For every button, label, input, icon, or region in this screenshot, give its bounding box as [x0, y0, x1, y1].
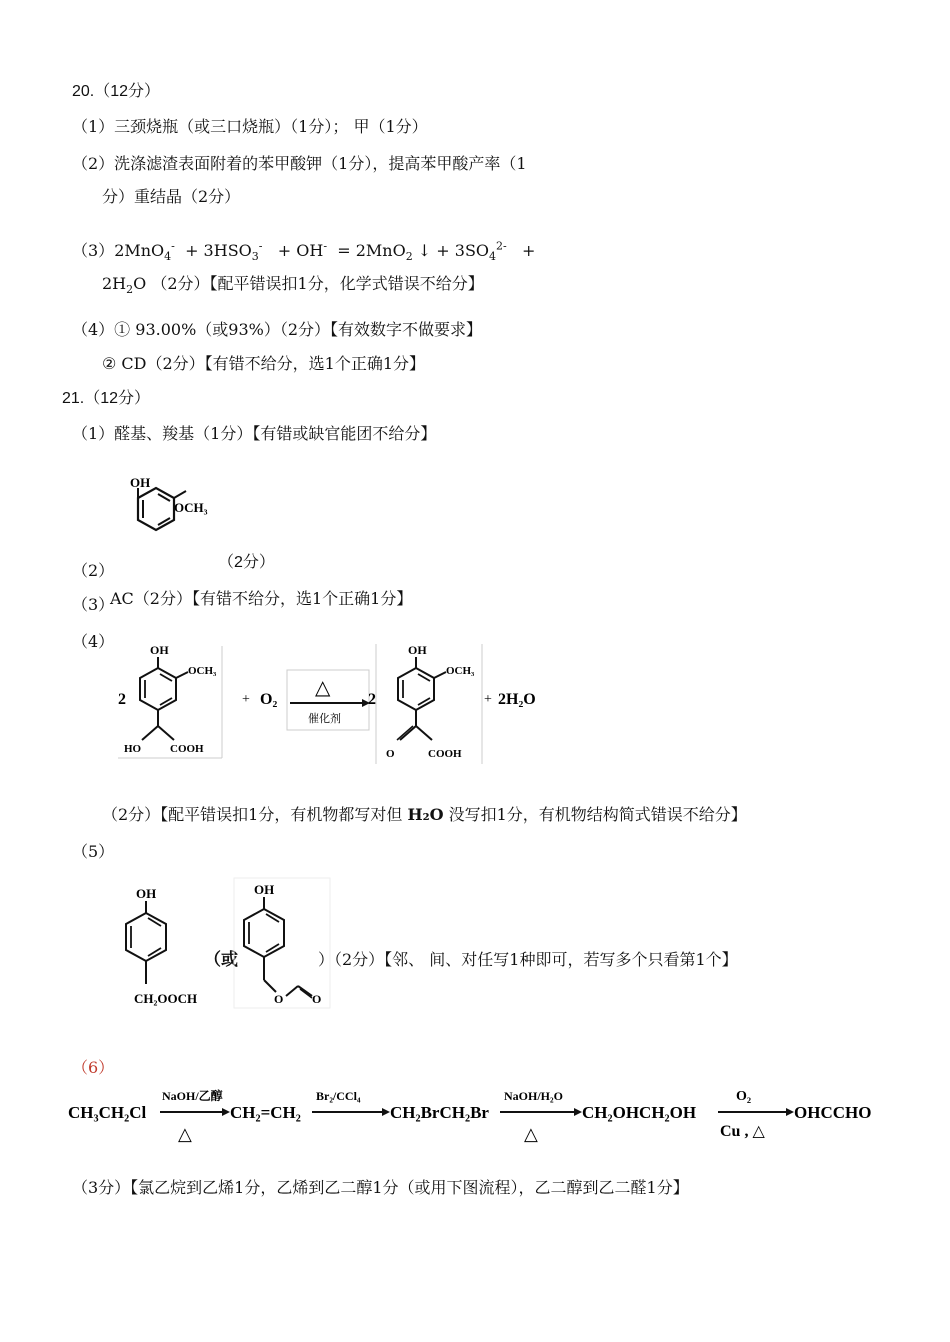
ho-label: HO — [124, 743, 142, 755]
route-reagent-4: O₂ — [736, 1089, 752, 1104]
q20-part4-line2: ② CD（2分）【有错不给分，选1个正确1分】 — [102, 354, 426, 373]
och3-label: OCH₃ — [188, 665, 217, 677]
q20-part1: （1）三颈烧瓶（或三口烧瓶）（1分）； 甲（1分） — [72, 117, 428, 136]
oh-label: OH — [136, 886, 157, 901]
scoring-note: （2分）【配平错误扣1分，化学式错误不给分】 — [151, 274, 484, 293]
route-reagent-3: NaOH/H₂O — [504, 1089, 563, 1103]
cooh-label: COOH — [428, 748, 462, 760]
o-label: O — [274, 992, 284, 1006]
eq-term: + 3HSO — [185, 241, 252, 260]
o2-label: O₂ — [260, 691, 278, 708]
plus-sign: + — [242, 692, 250, 707]
q21-heading: 21.（12分） — [62, 390, 151, 407]
q21-part5-or: （或 — [204, 950, 238, 970]
subscript: 4 — [164, 250, 172, 264]
oh-label: OH — [254, 882, 275, 897]
q20-part3-equation — [72, 239, 536, 264]
eq-term: = 2MnO — [337, 241, 406, 260]
route-compound-2: CH₂=CH₂ — [230, 1103, 301, 1122]
superscript: 2- — [496, 239, 507, 253]
oxidation-reaction — [110, 640, 570, 770]
och3-label: OCH₃ — [174, 500, 208, 515]
q21-part3-label: （3） — [72, 595, 115, 614]
note-text: （2分）【配平错误扣1分，有机物都写对但 — [102, 805, 403, 824]
synthesis-route — [66, 1080, 886, 1146]
eq-term: 2MnO — [114, 241, 165, 260]
coefficient: 2 — [118, 691, 126, 708]
superscript: - — [323, 239, 328, 253]
oh-label: OH — [130, 475, 151, 490]
isomer-structure-2 — [232, 876, 332, 1011]
q21-part4-note — [102, 805, 747, 825]
eq-term: + — [522, 241, 536, 260]
h2o-formula: H₂O — [407, 805, 444, 824]
q21-part6-label: （6） — [72, 1058, 115, 1077]
coefficient: 2 — [368, 691, 376, 708]
och3-label: OCH₃ — [446, 665, 475, 677]
part-label: （3） — [72, 241, 115, 260]
q21-part3-text: AC（2分）【有错不给分，选1个正确1分】 — [110, 589, 413, 608]
heat-symbol: △ — [315, 677, 331, 699]
q20-part2-line2: 分）重结晶（2分） — [102, 187, 241, 206]
q20-part4-line1: （4）① 93.00%（或93%）（2分）【有效数字不做要求】 — [72, 320, 483, 339]
route-compound-5: OHCCHO — [794, 1103, 872, 1122]
note-text: 没写扣1分，有机物结构简式错误不给分】 — [448, 805, 747, 824]
oh-label: OH — [408, 643, 427, 657]
route-compound-4: CH₂OHCH₂OH — [582, 1103, 697, 1122]
o-label: O — [386, 748, 395, 760]
subscript: 3 — [251, 250, 259, 264]
q20-heading: 20.（12分） — [72, 83, 161, 100]
route-condition-1: △ — [178, 1124, 192, 1144]
q21-part1: （1）醛基、羧基（1分）【有错或缺官能团不给分】 — [72, 424, 437, 443]
q21-part6-note: （3分）【氯乙烷到乙烯1分，乙烯到乙二醇1分（或用下图流程），乙二醇到乙二醛1分】 — [72, 1178, 689, 1197]
eq-term: 2H — [102, 274, 127, 293]
catalyst-label: 催化剂 — [308, 713, 341, 725]
subscript: 2 — [126, 283, 134, 297]
cooh-label: COOH — [170, 743, 204, 755]
q21-part2-score: （2分） — [218, 554, 275, 571]
q21-part2-label: （2） — [72, 561, 115, 580]
plus-sign: + — [484, 692, 492, 707]
isomer-structure-1 — [108, 880, 208, 1010]
route-condition-3: △ — [524, 1124, 538, 1144]
guaiacol-structure — [112, 470, 212, 550]
route-compound-3: CH₂BrCH₂Br — [390, 1103, 489, 1122]
eq-term: O — [133, 274, 147, 293]
q20-part3-line2 — [102, 274, 484, 297]
ch2oocH-label: CH₂OOCH — [134, 991, 198, 1006]
q20-part2-line1: （2）洗涤滤渣表面附着的苯甲酸钾（1分），提高苯甲酸产率（1 — [72, 154, 527, 173]
oh-label: OH — [150, 643, 169, 657]
o-label: O — [312, 992, 322, 1006]
route-reagent-2: Br₂/CCl₄ — [316, 1089, 361, 1103]
eq-term: ↓ + 3SO — [417, 241, 490, 260]
q21-part5-label: （5） — [72, 842, 115, 861]
q21-part4-label: （4） — [72, 632, 115, 651]
route-condition-4: Cu , △ — [720, 1123, 765, 1140]
route-compound-1: CH₃CH₂Cl — [68, 1103, 147, 1122]
subscript: 4 — [489, 250, 497, 264]
eq-term: + OH — [277, 241, 324, 260]
water-product: 2H₂O — [498, 691, 536, 708]
route-reagent-1: NaOH/乙醇 — [162, 1089, 223, 1103]
superscript: - — [171, 239, 175, 253]
subscript: 2 — [405, 250, 413, 264]
q21-part5-note: ）（2分）【邻、 间、对任写1种即可，若写多个只看第1个】 — [318, 950, 738, 969]
superscript: - — [258, 239, 263, 253]
